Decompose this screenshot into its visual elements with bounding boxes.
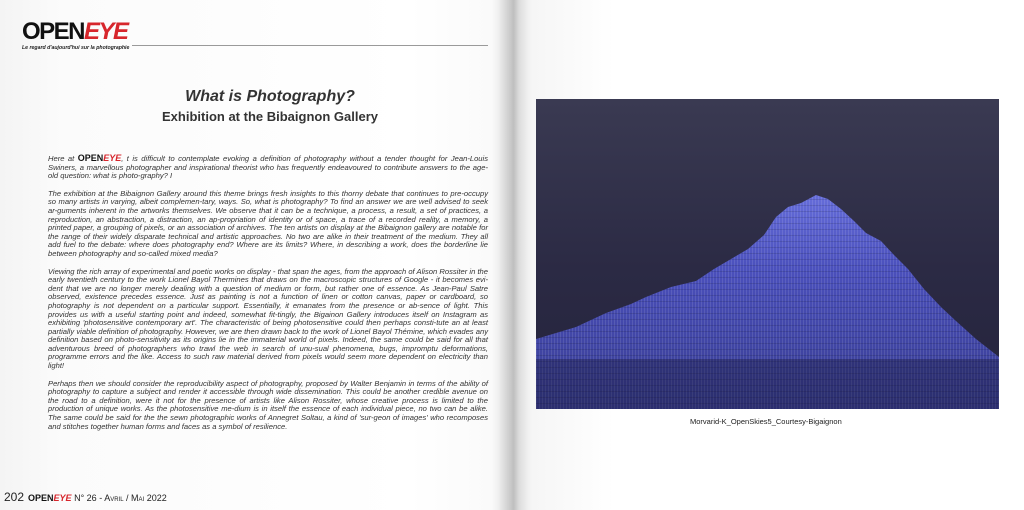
header-rule (132, 45, 488, 46)
issue-info: N° 26 - Avril / Mai 2022 (74, 493, 167, 503)
article-paragraph: Viewing the rich array of experimental and poetic works on display - that span the ages, from the approach of Alison Rossiter in the early twentieth century to the work Lionel Bayol Thermines that draws on the macroscopic structures of Google - it becomes evi-dent that we are no longer merely dealing with a question of medium or form, but rather one of essence. As Jean-Paul Satre observed, existence precedes essence. Just as painting is not a function of linen or cotton canvas, paper or cardboard, so photography is not dependent on a particular support. Essentially, it emanates from the presence or ab-sence of light. This provides us with a useful starting point and indeed, somewhat fit-tingly, the Bigainon Gallery introduces itself on Instagram as exhibiting 'photosensitive contemporary art'. The characteristic of being photosensitive could then perhaps consti-tute an at least partially viable definition of photography. However, we are then drawn back to the work of Lionel Bayol Thémine, which evades any definition based on photo-sensitivity as its origins lie in the immaterial world of pixels. Indeed, the same could be said for all that adventurous breed of photographers who trawl the web in search of unu-sual phenomena, bugs, impromptu deformations, programme errors and the like. Access to such raw material derived from pixels would seem more dependent on electricity than light! (48, 266, 488, 371)
openeye-logo: OPENEYE (22, 18, 128, 45)
article-heading (140, 88, 400, 124)
page-footer: 202 OPENEYE N° 26 - Avril / Mai 2022 (4, 490, 167, 504)
article-subtitle: Exhibition at the Bibaignon Gallery (162, 109, 378, 124)
artwork-image (536, 99, 999, 409)
photo-caption: Morvarid-K_OpenSkies5_Courtesy-Bigaignon (690, 417, 842, 426)
article-paragraph-intro: Here at OPENEYE, t is difficult to contemplate evoking a definition of photography without a tender thought for Jean-Louis Swiners, a marvellous photographer and inspirational theorist who has frequently endeavoured to contribute answers to the age-old question: what is photo-graphy? I (48, 153, 489, 181)
page-gutter-shadow (498, 0, 528, 510)
article-body (48, 154, 488, 440)
inline-openeye-logo: OPENEYE (77, 153, 122, 163)
logo-tagline: Le regard d'aujourd'hui sur la photographie (22, 45, 130, 51)
page-number: 202 (4, 490, 25, 504)
article-title: What is Photography? (185, 88, 355, 105)
article-paragraph: The exhibition at the Bibaignon Gallery around this theme brings fresh insights to this thorny debate that continues to pre-occupy so many artists in varying, albeit complemen-tary, ways. So, what is photography? To find an answer we are well advised to seek ar-guments inherent in the artworks themselves. We observe that it can be a technique, a process, a result, a set of practices, a reproduction, an abstraction, a distraction, an ap-propriation of identity or of space, a trace of a recorded reality, a memory, a printed paper, a grouping of pixels, or an association of archives. The ten artists on display at the Bibaignon gallery are notable for the range of their widely disparate technical and artistic approaches. No two are alike in their treatment of the medium. They all add fuel to the debate: where does photography end? Where are its limits? Where, in describing a work, does the borderline lie between photography and so-called mixed media? (48, 188, 488, 258)
artwork-photo (536, 99, 999, 409)
article-paragraph: Perhaps then we should consider the reproducibility aspect of photography, proposed by Walter Benjamin in terms of the ability of photography to capture a subject and render it accessible through wide dissemination. This could be another credible avenue on the road to a definition, were it not for the presence of artists like Alison Rossiter, whose creative process is limited to the production of unique works. As the photosensitive me-dium is in itself the essence of each individual piece, no two can be alike. The same could be said for the the sewn photographic works of Annegret Soltau, a kind of 'sur-geon of images' who recomposes and stitches together human forms and faces as a symbol of resilience. (48, 378, 488, 431)
